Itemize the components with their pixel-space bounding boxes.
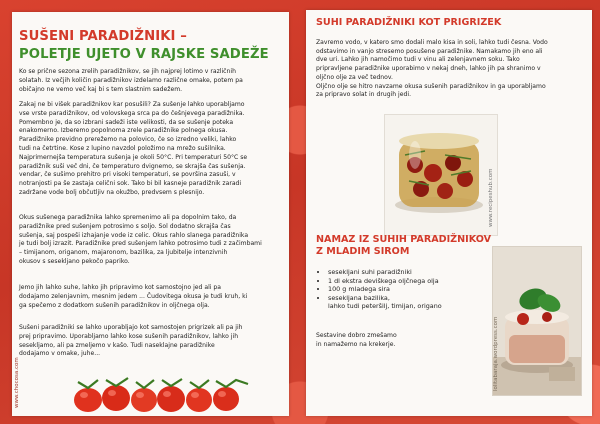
drying-paragraph: Zakaj ne bi višek paradižnikov kar posušili? Za sušenje lahko uporabljamo vse vrste paradižnikov, od volovskega srca pa do češnjevega paradižnika. Pomembno je, da so izbrani sadeži iste velikosti, da se sušenje poteka enakomerno. Izberemo popolnoma zrele paradižnike polnega okusa. Paradižnike previdno prerežemo na polovico, če so izredno veliki, lahko tudi na četrtine. Kose z lupino navzdol položimo na mrežo sušilnika. Najprimernejša temperatura sušenja je okoli 50°C. Pri temperaturi 50°C se paradižnik suši več dni, če temperaturo dvignemo, se skrajša čas sušenja. vendar, če sušimo prehitro pri visoki temperaturi, se površina zasuši, v notranjosti pa še zastaja celični sok. Tako bi bil kasneje paradižnik zaradi zadržane vode bolj občutljiv na okužbo, predvsem s plesnijo. [19,101,248,196]
serving-paragraph: Jemo jih lahko suhe, lahko jih pripravimo kot samostojno jed ali pa dodajamo zelenjavnim, mesnim jedem ... Čudovitega okusa je tudi kruh, ki ga spečemo z dodatkom sušenih paradižnikov in oljčnega olja. [19,284,248,309]
section-heading-snack: SUHI PARADIŽNIKI KOT PRIGRIZEK [316,17,502,28]
snack-paragraph: Zavremo vodo, v katero smo dodali malo kisa in soli, lahko tudi česna. Vodo odstavimo in vanjo stresemo posušene paradižnike. Namakamo jih eno ali dve uri. Lahko jih namočimo tudi v vinu ali zelenjavnem soku. Tako pripravljene paradižnike uporabimo v nekaj dneh, lahko jih pa shranimo v oljčno olje za več tednov. Oljčno olje se hitro navzame okusa sušenih paradižnikov in ga uporabljamo za pripravo solat in drugih jedi. [316,39,548,99]
side-watermark: www.chocosa.com [14,357,20,408]
title-line-2: POLETJE UJETO V RAJSKE SADEŽE [19,47,269,62]
ingredient-item: • sesekljana bazilika, lahko tudi peteršilj, timijan, origano [328,294,508,311]
left-panel [12,12,289,416]
usage-paragraph: Sušeni paradižniki se lahko uporabljajo kot samostojen prigrizek ali pa jih prej pripravimo. Uporabljamo lahko kose sušenih paradižnikov, lahko jih sesekljamo, ali pa zmeljemo v kašo. Tudi naseklajne paradižnike dodajamo v omake, juhe... [19,324,243,358]
image-watermark-1: www.recipeshub.com [488,168,494,227]
ingredient-item: • 1 dl ekstra deviškega oljčnega olja [328,277,508,286]
intro-paragraph: Ko se prične sezona zrelih paradižnikov, se jih najprej lotimo v različnih solatah. Iz večjih količin paradižnikov izdelamo različne omake, potem pa običajno ne vemo več kaj bi s tem slastnim sadežem. [19,68,243,93]
seasoning-paragraph: Okus sušenega paradižnika lahko spremenimo ali pa dopolnim tako, da paradižnike pred sušenjem potrosimo s soljo. Sol dodatno skrajša čas sušenja, saj pospeši izhajanje vode iz celic. Okus rahlo slanega paradižnika je tudi bolj izrazit. Paradižnike pred sušenjem lahko potrosimo tudi z začimbami – timijanom, origanom, majaronom, bazilika, za ljubitelje intenzivnih okusov s sesekljano pekočo papriko. [19,214,262,265]
jar-of-dried-tomatoes-image [384,114,498,236]
ingredient-item: • sesekljani suhi paradižniki [328,268,508,277]
ingredients-list [314,268,508,311]
closing-instructions: Sestavine dobro zmešamo in namažemo na krekerje. [316,332,397,348]
section-heading-spread: NAMAZ IZ SUHIH PARADIŽNIKOV Z MLADIM SIROM [316,234,492,257]
tomato-row [74,378,248,412]
ingredient-note: lahko tudi peteršilj, timijan, origano [328,302,442,311]
page-title [19,28,289,64]
title-line-1: SUŠENI PARADIŽNIKI – [19,29,187,44]
image-watermark-2: lolitabaraja.wordpress.com [493,316,499,391]
tomato-spread-jar-image [492,246,582,396]
ingredient-item: • 100 g mladega sira [328,285,508,294]
right-panel [306,10,592,416]
cherry-tomatoes-image [58,374,258,414]
